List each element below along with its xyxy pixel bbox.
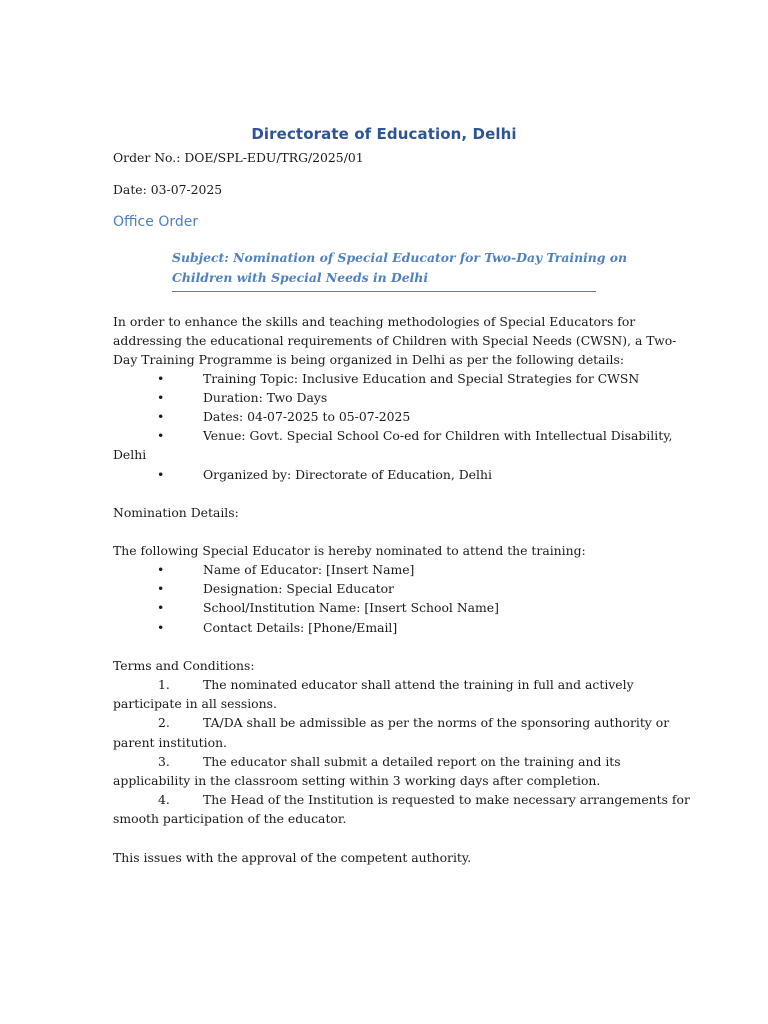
list-item: Dates: 04-07-2025 to 05-07-2025 <box>203 409 411 424</box>
list-item-wrap: Delhi <box>113 447 147 462</box>
nomination-heading: Nomination Details: <box>113 505 239 520</box>
term-number: 4. <box>158 792 170 807</box>
list-item: School/Institution Name: [Insert School Name] <box>203 600 499 615</box>
document-title: Directorate of Education, Delhi <box>251 125 517 143</box>
nomination-intro: The following Special Educator is hereby nominated to attend the training: <box>113 543 586 558</box>
subject-block <box>172 248 628 292</box>
order-date: Date: 03-07-2025 <box>113 182 223 197</box>
intro-line-3: Day Training Programme is being organized in Delhi as per the following details: <box>113 352 625 367</box>
term-text-wrap: applicability in the classroom setting within 3 working days after completion. <box>113 773 601 788</box>
term-text-wrap: participate in all sessions. <box>113 696 277 711</box>
bullet-marker: • <box>157 581 165 596</box>
term-text: The Head of the Institution is requested to make necessary arrangements for <box>203 792 690 807</box>
term-number: 2. <box>158 715 170 730</box>
closing-statement: This issues with the approval of the competent authority. <box>113 850 472 865</box>
bullet-marker: • <box>157 467 165 482</box>
intro-line-1: In order to enhance the skills and teaching methodologies of Special Educators for <box>113 314 636 329</box>
list-item: Name of Educator: [Insert Name] <box>203 562 415 577</box>
bullet-marker: • <box>157 409 165 424</box>
list-item: Contact Details: [Phone/Email] <box>203 620 398 635</box>
subject-line-2: Children with Special Needs in Delhi <box>172 270 429 285</box>
bullet-marker: • <box>157 428 165 443</box>
intro-line-2: addressing the educational requirements of Children with Special Needs (CWSN), a Two- <box>113 333 677 348</box>
subject-line-1: Subject: Nomination of Special Educator for Two-Day Training on <box>172 250 628 265</box>
term-text-wrap: smooth participation of the educator. <box>113 811 347 826</box>
bullet-marker: • <box>157 390 165 405</box>
bullet-marker: • <box>157 620 165 635</box>
list-item: Organized by: Directorate of Education, Delhi <box>203 467 492 482</box>
list-item: Training Topic: Inclusive Education and Special Strategies for CWSN <box>203 371 640 386</box>
bullet-marker: • <box>157 562 165 577</box>
list-item: Duration: Two Days <box>203 390 328 405</box>
term-number: 3. <box>158 754 170 769</box>
bullet-marker: • <box>157 371 165 386</box>
bullet-marker: • <box>157 600 165 615</box>
term-text: The educator shall submit a detailed report on the training and its <box>203 754 621 769</box>
term-number: 1. <box>158 677 170 692</box>
terms-heading: Terms and Conditions: <box>113 658 255 673</box>
office-order-heading: Office Order <box>113 214 199 230</box>
list-item: Venue: Govt. Special School Co-ed for Children with Intellectual Disability, <box>203 428 673 443</box>
order-number: Order No.: DOE/SPL-EDU/TRG/2025/01 <box>113 150 364 165</box>
term-text: The nominated educator shall attend the training in full and actively <box>203 677 634 692</box>
term-text-wrap: parent institution. <box>113 735 227 750</box>
term-text: TA/DA shall be admissible as per the norms of the sponsoring authority or <box>203 715 670 730</box>
list-item: Designation: Special Educator <box>203 581 394 596</box>
